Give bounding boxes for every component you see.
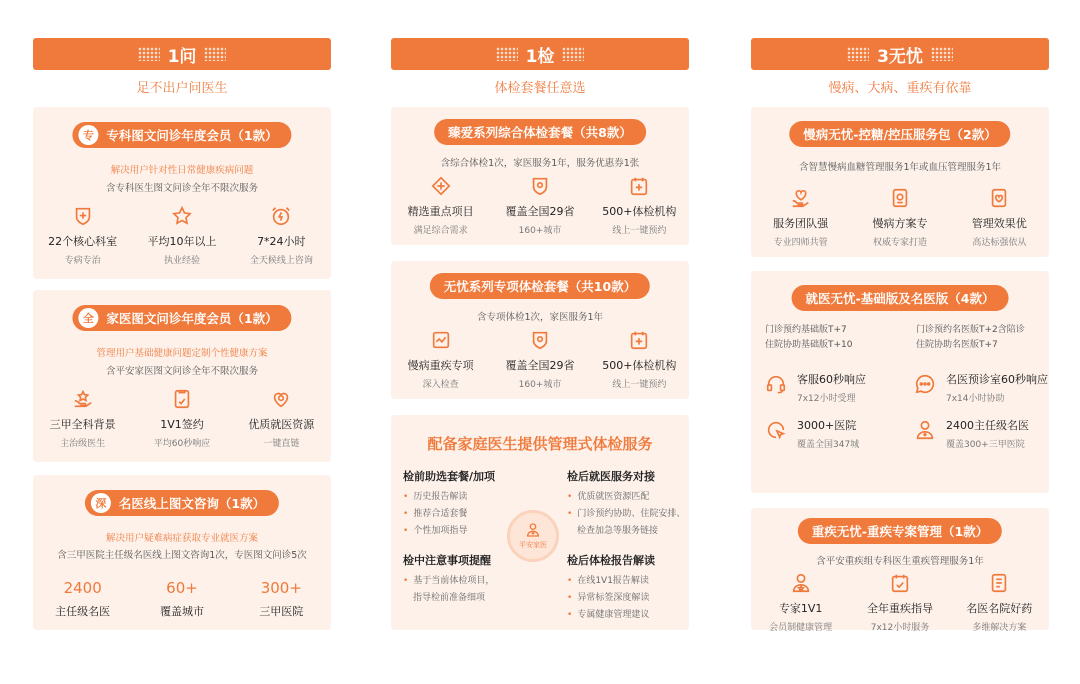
stat-label: 主任级名医	[55, 605, 111, 618]
card-line-highlight: 解决用户针对性日常健康疾病问题	[110, 165, 254, 176]
cursor-icon	[765, 419, 787, 441]
plan-line: 住院协助名医版T+7	[916, 340, 998, 350]
feature-title: 覆盖全国29省	[505, 359, 575, 372]
feature-desc: 多维解决方案	[972, 623, 1027, 633]
feature-desc: 全天候线上咨询	[249, 256, 313, 266]
card-title: 臻爱系列综合体检套餐（共8款）	[448, 125, 632, 140]
card-title: 就医无忧-基础版及名医版（4款）	[805, 291, 995, 306]
service-item: 指导检前准备细项	[413, 593, 486, 603]
card-managed-checkup-service[interactable]	[391, 415, 689, 630]
service-block-title: 检中注意事项提醒	[403, 554, 491, 567]
service-item: • 在线1V1报告解读	[567, 573, 697, 590]
report-chart-icon	[430, 329, 452, 351]
card-title-pill	[798, 518, 1002, 544]
plan-lines-premium	[916, 323, 1025, 353]
plan-lines-basic	[765, 323, 853, 353]
plan-line: 住院协助基础版T+10	[765, 340, 853, 350]
headset-icon	[765, 373, 787, 395]
feature-desc: 160+城市	[518, 380, 562, 390]
card-title-pill	[430, 273, 650, 299]
team-heart-icon	[790, 187, 812, 209]
feature-item	[950, 572, 1049, 633]
doctor-icon	[525, 522, 541, 538]
info-item	[914, 371, 1048, 404]
column-ask	[33, 38, 331, 618]
stat-label: 覆盖城市	[159, 605, 204, 618]
info-desc: 7x12小时受理	[797, 394, 856, 404]
feature-item	[850, 187, 949, 248]
dots-decoration	[847, 47, 869, 61]
feature-item	[950, 187, 1049, 248]
doctor-icon	[914, 419, 936, 441]
feature-title: 名医名院好药	[966, 602, 1033, 615]
dots-decoration	[496, 47, 518, 61]
feature-item	[490, 329, 589, 390]
column-header	[751, 38, 1049, 70]
card-title: 配备家庭医生提供管理式体检服务	[427, 435, 653, 453]
card-title-pill	[434, 119, 646, 145]
stat-number: 2400	[63, 579, 102, 597]
card-line: 含智慧慢病血糖管理服务1年或血压管理服务1年	[798, 162, 1002, 173]
info-title: 客服60秒响应	[797, 373, 866, 386]
service-item: • 基于当前体检项目，	[403, 573, 533, 590]
stat-item	[33, 579, 132, 619]
column-worry-free	[751, 38, 1049, 633]
info-item	[765, 417, 859, 450]
feature-row	[751, 572, 1049, 633]
card-chronic-disease[interactable]	[751, 107, 1049, 257]
card-line: 含专项体检1次，家医服务1年	[476, 312, 604, 323]
feature-title: 专家1V1	[778, 602, 823, 615]
feature-item	[232, 388, 331, 449]
location-shield-icon	[529, 175, 551, 197]
feature-desc: 高达标强依从	[972, 238, 1027, 248]
plan-line: 门诊预约基础版T+7	[765, 325, 847, 335]
info-title: 3000+医院	[797, 419, 857, 432]
clock-bolt-icon	[270, 205, 292, 227]
feature-title: 精选重点项目	[407, 205, 474, 218]
info-desc: 覆盖全国347城	[797, 440, 860, 450]
service-item: • 专属健康管理建议	[567, 607, 697, 624]
feature-desc: 满足综合需求	[413, 226, 468, 236]
service-item: • 推荐合适套餐	[403, 506, 533, 523]
column-header-label: 3无忧	[877, 46, 923, 67]
feature-desc: 执业经验	[163, 256, 200, 266]
feature-desc: 7x12小时服务	[870, 623, 930, 633]
info-title: 名医预诊室60秒响应	[946, 373, 1048, 386]
info-item	[914, 417, 1029, 450]
card-title: 家医图文问诊年度会员（1款）	[106, 311, 278, 326]
card-special-checkup[interactable]	[391, 261, 689, 399]
feature-title: 管理效果优	[971, 217, 1027, 230]
card-title: 重疾无忧-重疾专案管理（1款）	[811, 524, 989, 539]
stat-label: 三甲医院	[259, 605, 304, 618]
service-item: • 异常标签深度解读	[567, 590, 697, 607]
feature-desc: 160+城市	[518, 226, 562, 236]
feature-desc: 深入检查	[422, 380, 459, 390]
location-shield-icon	[529, 329, 551, 351]
service-item: • 个性加项指导	[403, 523, 533, 540]
service-item: • 优质就医资源匹配	[567, 489, 697, 506]
shield-plus-icon	[72, 205, 94, 227]
service-block-title: 检后体检报告解读	[567, 554, 655, 567]
stat-number: 300+	[260, 579, 302, 597]
feature-title: 慢病方案专	[872, 217, 928, 230]
feature-title: 平均10年以上	[147, 235, 217, 248]
feature-item	[751, 187, 850, 248]
feature-row	[751, 187, 1049, 248]
card-medical-visit[interactable]	[751, 271, 1049, 493]
service-block	[567, 552, 697, 624]
column-header	[33, 38, 331, 70]
feature-desc: 主治级医生	[60, 439, 106, 449]
document-sign-icon	[171, 388, 193, 410]
hands-star-icon	[72, 388, 94, 410]
column-subtitle: 慢病、大病、重疾有依靠	[828, 81, 972, 96]
info-desc: 7x14小时协助	[946, 394, 1005, 404]
feature-desc: 会员制健康管理	[769, 623, 833, 633]
feature-desc: 一键直链	[263, 439, 300, 449]
feature-title: 覆盖全国29省	[505, 205, 575, 218]
feature-title: 三甲全科背景	[49, 418, 116, 431]
column-checkup	[391, 38, 689, 620]
feature-item	[132, 205, 231, 266]
card-title-pill	[72, 122, 291, 148]
feature-title: 全年重疾指导	[866, 602, 933, 615]
stat-item	[132, 579, 231, 619]
feature-item	[132, 388, 231, 449]
dots-decoration	[138, 47, 160, 61]
card-line: 含综合体检1次，家医服务1年，服务优惠券1张	[440, 158, 640, 169]
feature-title: 7*24小时	[257, 235, 306, 248]
card-title: 慢病无忧-控糖/控压服务包（2款）	[803, 127, 997, 142]
feature-desc: 线上一键预约	[612, 226, 667, 236]
star-icon	[171, 205, 193, 227]
card-title: 无忧系列专项体检套餐（共10款）	[443, 279, 637, 294]
card-comprehensive-checkup[interactable]	[391, 107, 689, 245]
card-famous-doctor-consult[interactable]	[33, 475, 331, 630]
card-title-pill	[72, 305, 291, 331]
feature-title: 22个核心科室	[48, 235, 118, 248]
feature-item	[33, 205, 132, 266]
card-line: 含平安家医图文问诊全年不限次服务	[105, 366, 258, 377]
service-item: • 历史报告解读	[403, 489, 533, 506]
feature-title: 服务团队强	[773, 217, 829, 230]
badge-icon: 专	[78, 125, 98, 145]
feature-row	[33, 205, 331, 266]
column-header	[391, 38, 689, 70]
card-line: 含三甲医院主任级名医线上图文咨询1次，专医图文问诊5次	[57, 550, 307, 561]
plan-badge-icon	[889, 187, 911, 209]
info-item	[765, 371, 866, 404]
card-title-pill	[792, 285, 1009, 311]
service-block-title: 检前助选套餐/加项	[403, 470, 496, 483]
service-item: • 门诊预约协助、住院安排、	[567, 506, 697, 523]
feature-item	[391, 175, 490, 236]
card-title-pill	[85, 490, 279, 516]
feature-item	[490, 175, 589, 236]
feature-title: 500+体检机构	[602, 359, 677, 372]
feature-desc: 专业四师共管	[773, 238, 828, 248]
feature-desc: 专病专治	[64, 256, 101, 266]
feature-row	[391, 175, 689, 236]
dots-decoration	[562, 47, 584, 61]
service-block-title: 检后就医服务对接	[567, 470, 655, 483]
feature-item	[33, 388, 132, 449]
stat-row	[33, 579, 331, 619]
card-line-highlight: 解决用户疑难病症获取专业就医方案	[105, 533, 258, 544]
dots-decoration	[204, 47, 226, 61]
info-title: 2400主任级名医	[946, 419, 1029, 432]
card-line: 含专科医生图文问诊全年不限次服务	[105, 183, 258, 194]
card-title-pill	[789, 121, 1010, 147]
dots-decoration	[931, 47, 953, 61]
calendar-plus-icon	[628, 175, 650, 197]
calendar-plus-icon	[628, 329, 650, 351]
feature-desc: 权威专家打造	[872, 238, 927, 248]
feature-row	[391, 329, 689, 390]
feature-title: 500+体检机构	[602, 205, 677, 218]
badge-icon: 深	[91, 493, 111, 513]
feature-item	[391, 329, 490, 390]
feature-title: 优质就医资源	[248, 418, 315, 431]
stat-item	[232, 579, 331, 619]
badge-icon: 全	[78, 308, 98, 328]
card-title: 名医线上图文咨询（1款）	[118, 496, 266, 511]
result-heart-icon	[988, 187, 1010, 209]
card-line-highlight: 管理用户基础健康问题定制个性健康方案	[96, 348, 268, 359]
feature-title: 慢病重疾专项	[407, 359, 474, 372]
diamond-plus-icon	[430, 175, 452, 197]
card-critical-illness[interactable]	[751, 508, 1049, 633]
stat-number: 60+	[166, 579, 198, 597]
feature-item	[850, 572, 949, 633]
feature-desc: 平均60秒响应	[153, 439, 211, 449]
column-header-label: 1检	[525, 46, 555, 67]
feature-item	[590, 175, 689, 236]
doctor-star-icon	[790, 572, 812, 594]
column-subtitle: 体检套餐任意选	[494, 81, 586, 96]
chat-dots-icon	[914, 373, 936, 395]
info-desc: 覆盖300+三甲医院	[946, 440, 1025, 450]
hospital-doc-icon	[988, 572, 1010, 594]
badge-label: 平安家医	[519, 541, 547, 549]
resource-link-icon	[270, 388, 292, 410]
service-block	[567, 468, 697, 540]
calendar-check-icon	[889, 572, 911, 594]
card-family-doctor-membership[interactable]	[33, 290, 331, 462]
feature-desc: 线上一键预约	[612, 380, 667, 390]
plan-line: 门诊预约名医版T+2含陪诊	[916, 325, 1025, 335]
feature-item	[590, 329, 689, 390]
card-line: 含平安重疾组专科医生重疾管理服务1年	[816, 556, 984, 567]
feature-row	[33, 388, 331, 449]
feature-item	[232, 205, 331, 266]
column-subtitle: 足不出户问医生	[136, 81, 228, 96]
feature-item	[751, 572, 850, 633]
card-title: 专科图文问诊年度会员（1款）	[106, 128, 278, 143]
service-item: 检查加急等服务链接	[577, 526, 659, 536]
card-specialist-membership[interactable]	[33, 107, 331, 279]
service-block	[403, 552, 533, 607]
feature-title: 1V1签约	[160, 418, 204, 431]
column-header-label: 1问	[167, 46, 197, 67]
